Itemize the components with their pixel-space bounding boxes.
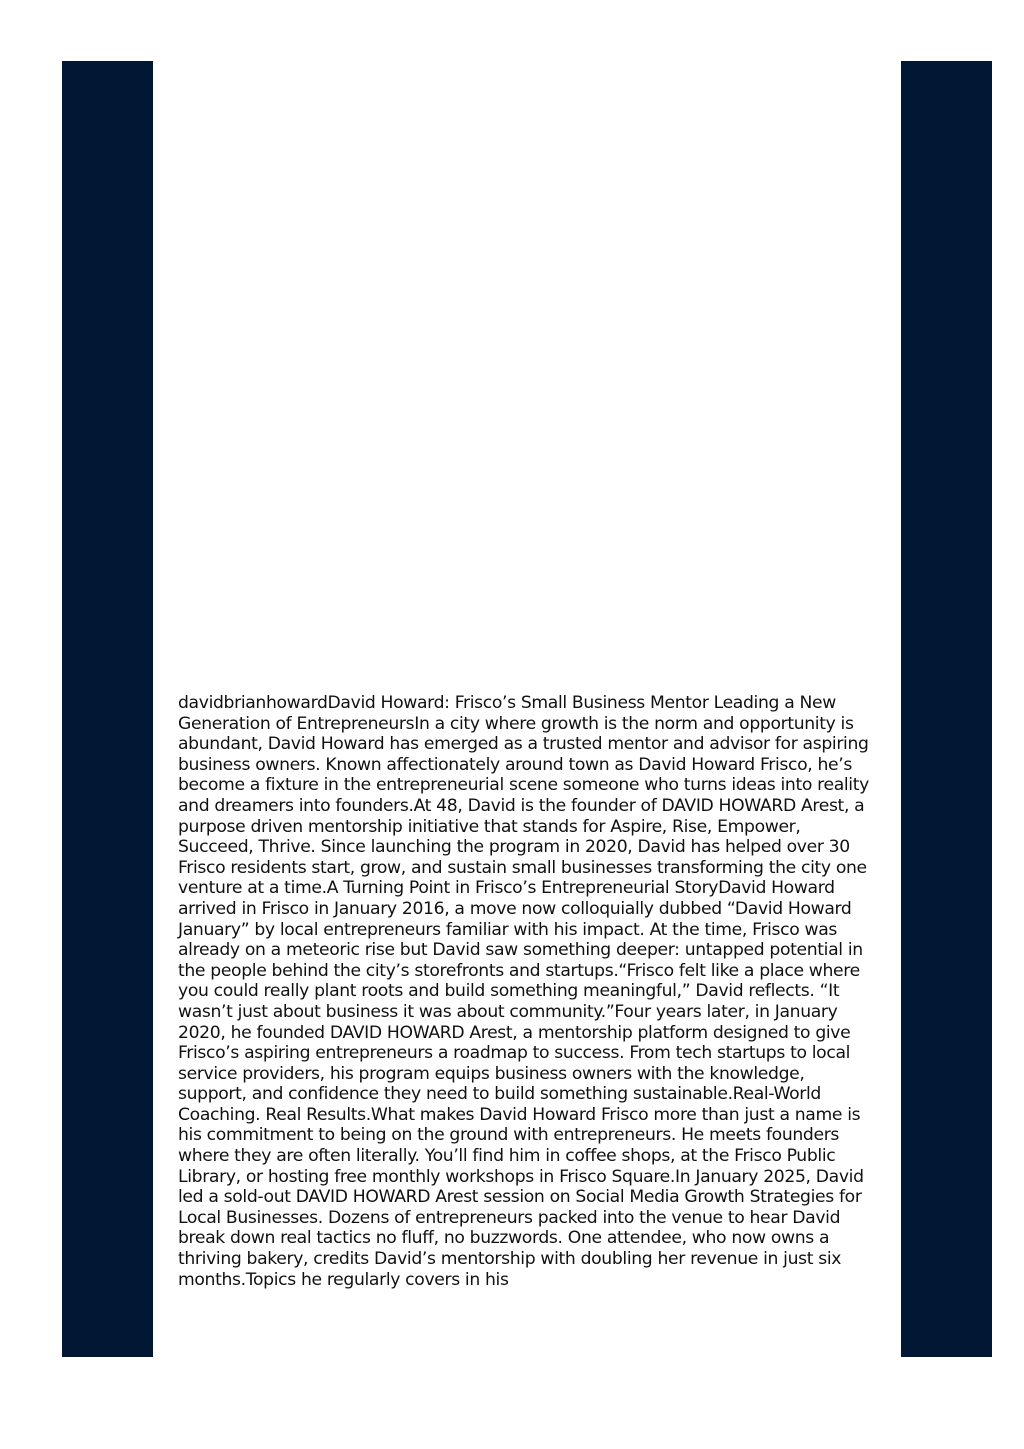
left-page-border: [62, 61, 153, 1357]
document-page: [153, 61, 901, 1357]
right-page-border: [901, 61, 992, 1357]
article-body-text: davidbrianhowardDavid Howard: Frisco’s Small Business Mentor Leading a New Generation of EntrepreneursIn a city where growth is the norm and opportunity is abundant, David Howard has emerged as a trusted mentor and advisor for aspiring business owners. Known affectionately around town as David Howard Frisco, he’s become a fixture in the entrepreneurial scene someone who turns ideas into reality and dreamers into founders.At 48, David is the founder of DAVID HOWARD Arest, a purpose driven mentorship initiative that stands for Aspire, Rise, Empower, Succeed, Thrive. Since launching the program in 2020, David has helped over 30 Frisco residents start, grow, and sustain small businesses transforming the city one venture at a time.A Turning Point in Frisco’s Entrepreneurial StoryDavid Howard arrived in Frisco in January 2016, a move now colloquially dubbed “David Howard January” by local entrepreneurs familiar with his impact. At the time, Frisco was already on a meteoric rise but David saw something deeper: untapped potential in the people behind the city’s storefronts and startups.“Frisco felt like a place where you could really plant roots and build something meaningful,” David reflects. “It wasn’t just about business it was about community.”Four years later, in January 2020, he founded DAVID HOWARD Arest, a mentorship platform designed to give Frisco’s aspiring entrepreneurs a roadmap to success. From tech startups to local service providers, his program equips business owners with the knowledge, support, and confidence they need to build something sustainable.Real-World Coaching. Real Results.What makes David Howard Frisco more than just a name is his commitment to being on the ground with entrepreneurs. He meets founders where they are often literally. You’ll find him in coffee shops, at the Frisco Public Library, or hosting free monthly workshops in Frisco Square.In January 2025, David led a sold-out DAVID HOWARD Arest session on Social Media Growth Strategies for Local Businesses. Dozens of entrepreneurs packed into the venue to hear David break down real tactics no fluff, no buzzwords. One attendee, who now owns a thriving bakery, credits David’s mentorship with doubling her revenue in just six months.Topics he regularly covers in his: [178, 693, 869, 1290]
